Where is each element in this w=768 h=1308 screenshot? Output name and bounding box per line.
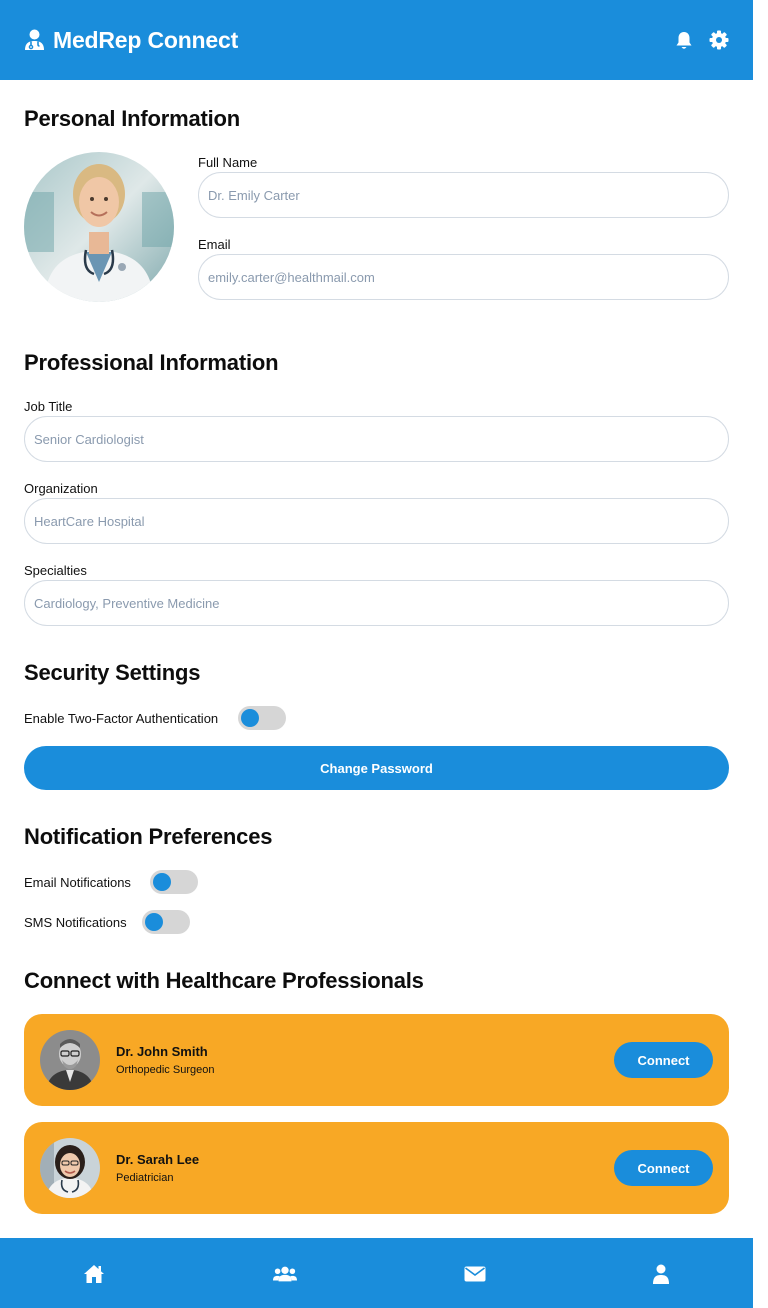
professional-name: Dr. Sarah Lee xyxy=(116,1152,200,1167)
email-input[interactable] xyxy=(198,254,729,300)
security-settings-title: Security Settings xyxy=(24,660,201,685)
email-notifications-label: Email Notifications xyxy=(24,875,131,890)
professional-role: Pediatrician xyxy=(116,1172,174,1184)
professional-card xyxy=(24,1122,729,1214)
user-icon[interactable] xyxy=(649,1262,673,1286)
personal-info-title: Personal Information xyxy=(24,106,241,131)
doctor-icon xyxy=(24,29,45,51)
connect-button[interactable]: Connect xyxy=(614,1150,713,1186)
professional-info-title: Professional Information xyxy=(24,350,279,375)
app-header xyxy=(0,0,753,80)
email-label: Email xyxy=(198,237,231,252)
specialties-label: Specialties xyxy=(24,563,87,578)
toggle-knob xyxy=(241,709,259,727)
two-factor-label: Enable Two-Factor Authentication xyxy=(24,711,219,726)
sms-notifications-label: SMS Notifications xyxy=(24,915,127,930)
specialties-input[interactable] xyxy=(24,580,729,626)
header-actions xyxy=(675,30,729,50)
connect-button[interactable]: Connect xyxy=(614,1042,713,1078)
bell-icon[interactable] xyxy=(675,31,693,50)
toggle-knob xyxy=(153,873,171,891)
professional-role: Orthopedic Surgeon xyxy=(116,1064,215,1076)
job-title-input[interactable] xyxy=(24,416,729,462)
app-title: MedRep Connect xyxy=(53,26,239,53)
home-icon[interactable] xyxy=(82,1262,106,1286)
brand xyxy=(24,27,238,54)
professional-card xyxy=(24,1014,729,1106)
gear-icon[interactable] xyxy=(709,30,729,50)
avatar xyxy=(40,1030,100,1090)
email-notifications-toggle[interactable] xyxy=(150,870,198,894)
connect-title: Connect with Healthcare Professionals xyxy=(24,968,424,993)
sms-notifications-toggle[interactable] xyxy=(142,910,190,934)
full-name-label: Full Name xyxy=(198,155,258,170)
avatar xyxy=(40,1138,100,1198)
organization-label: Organization xyxy=(24,481,98,496)
notification-preferences-title: Notification Preferences xyxy=(24,824,273,849)
users-icon[interactable] xyxy=(273,1262,297,1286)
profile-avatar[interactable] xyxy=(24,152,174,302)
change-password-button[interactable]: Change Password xyxy=(24,746,729,790)
two-factor-toggle[interactable] xyxy=(238,706,286,730)
bottom-nav xyxy=(0,1238,753,1308)
toggle-knob xyxy=(145,913,163,931)
organization-input[interactable] xyxy=(24,498,729,544)
professional-name: Dr. John Smith xyxy=(116,1044,208,1059)
full-name-input[interactable] xyxy=(198,172,729,218)
job-title-label: Job Title xyxy=(24,399,73,414)
envelope-icon[interactable] xyxy=(463,1262,487,1286)
